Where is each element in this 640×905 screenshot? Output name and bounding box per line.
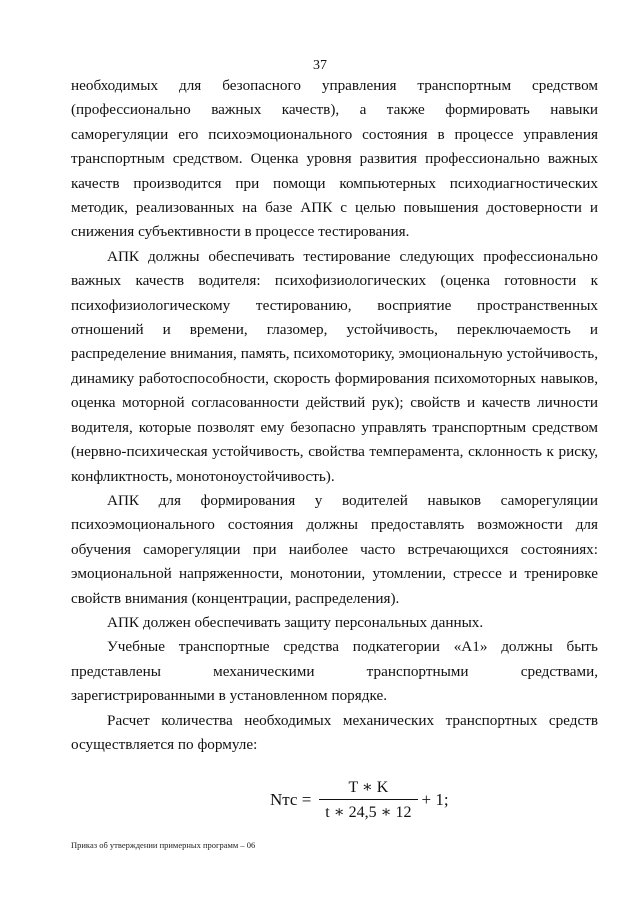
paragraph-4: АПК должен обеспечивать защиту персональных данных. [107, 613, 484, 631]
paragraph-1: необходимых для безопасного управления транспортным средством (профессионально важных качеств), а также формировать навыки саморегуляции его психоэмоционального состояния в процессе управления транспортным средством. Оценка уровня развития профессионально важных качеств производится при помощи компьютерных психодиагностических методик, реализованных на базе АПК с целью повышения достоверности и снижения субъективности в процессе тестирования. [71, 77, 598, 241]
page-number: 37 [313, 58, 327, 73]
body-text [71, 74, 598, 757]
formula-rhs: + 1; [421, 789, 449, 809]
page-footer: Приказ об утверждении примерных программ – 06 [71, 840, 256, 850]
vehicle-count-formula [270, 777, 449, 822]
formula-numerator: T ∗ K [348, 779, 389, 796]
paragraph-2: АПК должны обеспечивать тестирование следующих профессионально важных качеств водителя: психофизиологических (оценка готовности к психофизиологическому тестированию, восприятие пространственных отношений и времени, глазомер, устойчивость, переключаемость и распределение внимания, память, психомоторику, эмоциональную устойчивость, динамику работоспособности, скорость формирования психомоторных навыков, оценка моторной согласованности действий рук); свойств и качеств личности водителя, которые позволят ему безопасно управлять транспортным средством (нервно-психическая устойчивость, свойства темперамента, склонность к риску, конфликтность, монотоноустойчивость). [71, 247, 598, 485]
formula-fraction [319, 777, 417, 822]
paragraph-6: Расчет количества необходимых механических транспортных средств осуществляется по формуле: [71, 711, 598, 753]
paragraph-3: АПК для формирования у водителей навыков саморегуляции психоэмоционального состояния должны предоставлять возможности для обучения саморегуляции при наиболее часто встречающихся состояниях: эмоциональной напряженности, монотонии, утомлении, стрессе и тренировке свойств внимания (концентрации, распределения). [71, 491, 598, 607]
formula-lhs: Nтс = [270, 789, 312, 809]
paragraph-5: Учебные транспортные средства подкатегории «A1» должны быть представлены механическими транспортными средствами, зарегистрированными в установленном порядке. [71, 638, 598, 705]
formula-denominator: t ∗ 24,5 ∗ 12 [319, 799, 417, 822]
